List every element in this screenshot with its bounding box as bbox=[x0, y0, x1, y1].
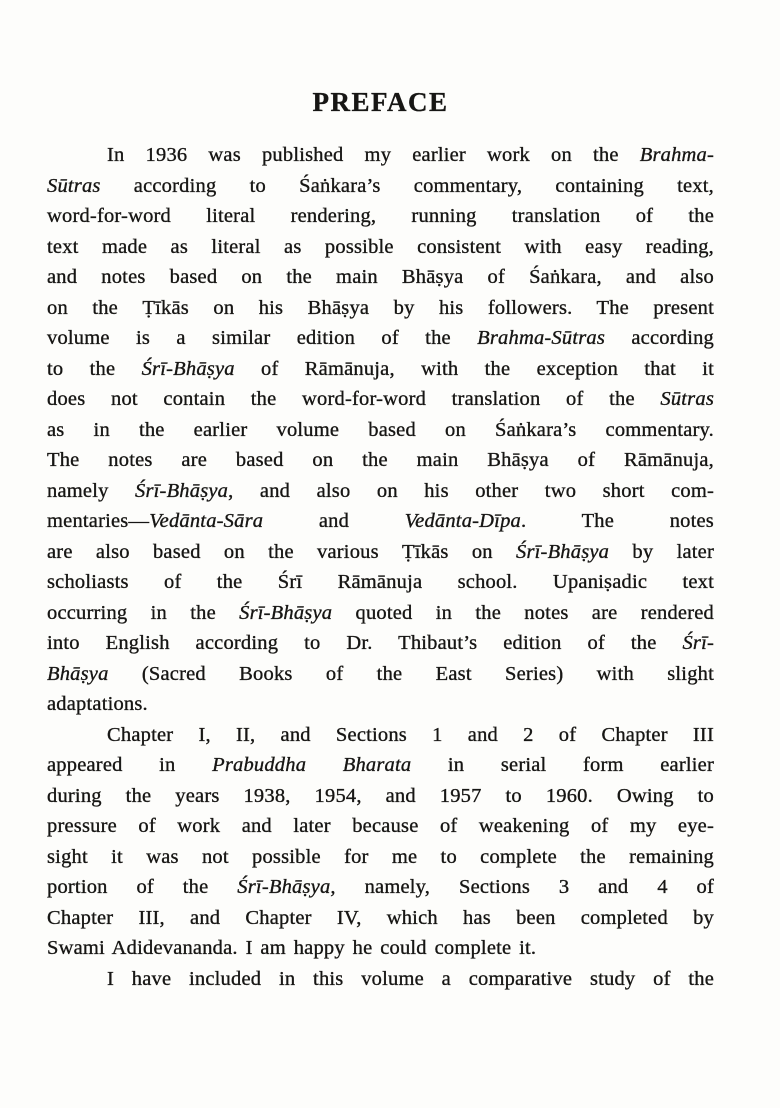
preface-text bbox=[47, 140, 714, 994]
text-run: namely, Sections 3 and 4 of bbox=[335, 876, 714, 898]
italic-text-run: Bhāṣya bbox=[47, 662, 109, 685]
text-line bbox=[47, 293, 714, 324]
text-run: in serial form earlier bbox=[411, 754, 714, 776]
text-run: sight it was not possible for me to complete the remaining bbox=[47, 845, 714, 868]
text-run: are also based on the various Ṭīkās on bbox=[47, 540, 517, 563]
text-line bbox=[47, 506, 714, 537]
text-run: portion of the bbox=[47, 876, 238, 898]
text-line bbox=[47, 964, 714, 995]
text-line bbox=[47, 659, 714, 690]
text-line bbox=[47, 171, 714, 202]
italic-text-run: Vedānta-Sāra bbox=[149, 510, 264, 532]
italic-text-run: Śrī- bbox=[682, 632, 714, 654]
text-run: during the years 1938, 1954, and 1957 to 1960. Owing to bbox=[47, 784, 714, 807]
paragraph bbox=[47, 720, 714, 964]
italic-text-run: Brahma-Sūtras bbox=[477, 327, 606, 349]
text-line bbox=[47, 933, 714, 964]
text-run: scholiasts of the Śrī Rāmānuja school. Upaniṣadic text bbox=[47, 571, 714, 593]
text-run: according bbox=[605, 327, 714, 349]
text-run: word-for-word literal rendering, running translation of the bbox=[47, 205, 714, 227]
text-run: Swami Adidevananda. I am happy he could complete it. bbox=[47, 937, 537, 959]
text-run: Chapter III, and Chapter IV, which has been completed by bbox=[47, 906, 714, 929]
italic-text-run: Śrī-Bhāṣya bbox=[141, 357, 235, 380]
text-run: on the Ṭīkās on his Bhāṣya by his followers. The present bbox=[47, 296, 714, 319]
text-run: mentaries— bbox=[47, 510, 150, 532]
text-run: as in the earlier volume based on Śaṅkara’s commentary. bbox=[47, 418, 714, 441]
text-run: . The notes bbox=[520, 510, 714, 532]
italic-text-run: Prabuddha Bharata bbox=[212, 754, 412, 776]
text-run: to the bbox=[47, 357, 142, 380]
italic-text-run: Śrī-Bhāṣya bbox=[516, 540, 610, 563]
text-line bbox=[47, 354, 714, 385]
text-run: , and also on his other two short com- bbox=[228, 479, 714, 502]
text-line bbox=[47, 781, 714, 812]
text-line bbox=[47, 811, 714, 842]
italic-text-run: Śrī-Bhāṣya, bbox=[237, 876, 336, 898]
text-line bbox=[47, 598, 714, 629]
text-run: In 1936 was published my earlier work on the bbox=[107, 144, 640, 166]
text-line bbox=[47, 262, 714, 293]
paragraph bbox=[47, 140, 714, 720]
text-run: and bbox=[263, 510, 405, 532]
italic-text-run: Sūtras bbox=[660, 388, 714, 410]
text-run: volume is a similar edition of the bbox=[47, 327, 478, 349]
text-run: namely bbox=[47, 479, 136, 502]
italic-text-run: Sūtras bbox=[47, 174, 101, 197]
text-line bbox=[47, 140, 714, 171]
text-line bbox=[47, 323, 714, 354]
text-run: The notes are based on the main Bhāṣya of Rāmānuja, bbox=[47, 449, 714, 471]
text-line bbox=[47, 872, 714, 903]
text-line bbox=[47, 384, 714, 415]
text-run: and notes based on the main Bhāṣya of Śaṅkara, and also bbox=[47, 266, 714, 288]
text-run: quoted in the notes are rendered bbox=[332, 601, 714, 624]
text-line bbox=[47, 628, 714, 659]
text-line bbox=[47, 842, 714, 873]
text-run: I have included in this volume a comparative study of the bbox=[107, 967, 714, 990]
text-run: by later bbox=[609, 540, 714, 563]
text-run: according to Śaṅkara’s commentary, containing text, bbox=[100, 174, 714, 197]
italic-text-run: Śrī-Bhāṣya bbox=[135, 479, 229, 502]
text-line bbox=[47, 445, 714, 476]
text-run: does not contain the word-for-word translation of the bbox=[47, 388, 661, 410]
text-line bbox=[47, 750, 714, 781]
text-line bbox=[47, 903, 714, 934]
page-title: PREFACE bbox=[312, 87, 449, 117]
text-line bbox=[47, 415, 714, 446]
italic-text-run: Śrī-Bhāṣya bbox=[239, 601, 333, 624]
paragraph bbox=[47, 964, 714, 995]
text-line bbox=[47, 201, 714, 232]
text-run: of Rāmānuja, with the exception that it bbox=[234, 357, 715, 380]
text-run: into English according to Dr. Thibaut’s edition of the bbox=[47, 632, 683, 654]
text-run: adaptations. bbox=[47, 693, 148, 715]
text-run: pressure of work and later because of weakening of my eye- bbox=[47, 815, 714, 837]
text-run: occurring in the bbox=[47, 601, 240, 624]
text-run: text made as literal as possible consistent with easy reading, bbox=[47, 235, 714, 258]
italic-text-run: Brahma- bbox=[639, 144, 714, 166]
text-line bbox=[47, 476, 714, 507]
italic-text-run: Vedānta-Dīpa bbox=[404, 510, 521, 532]
text-run: Chapter I, II, and Sections 1 and 2 of Chapter III bbox=[107, 723, 714, 746]
text-run: (Sacred Books of the East Series) with slight bbox=[108, 662, 714, 685]
text-line bbox=[47, 720, 714, 751]
text-line bbox=[47, 537, 714, 568]
text-line bbox=[47, 232, 714, 263]
text-line bbox=[47, 689, 714, 720]
text-line bbox=[47, 567, 714, 598]
text-run: appeared in bbox=[47, 754, 213, 776]
